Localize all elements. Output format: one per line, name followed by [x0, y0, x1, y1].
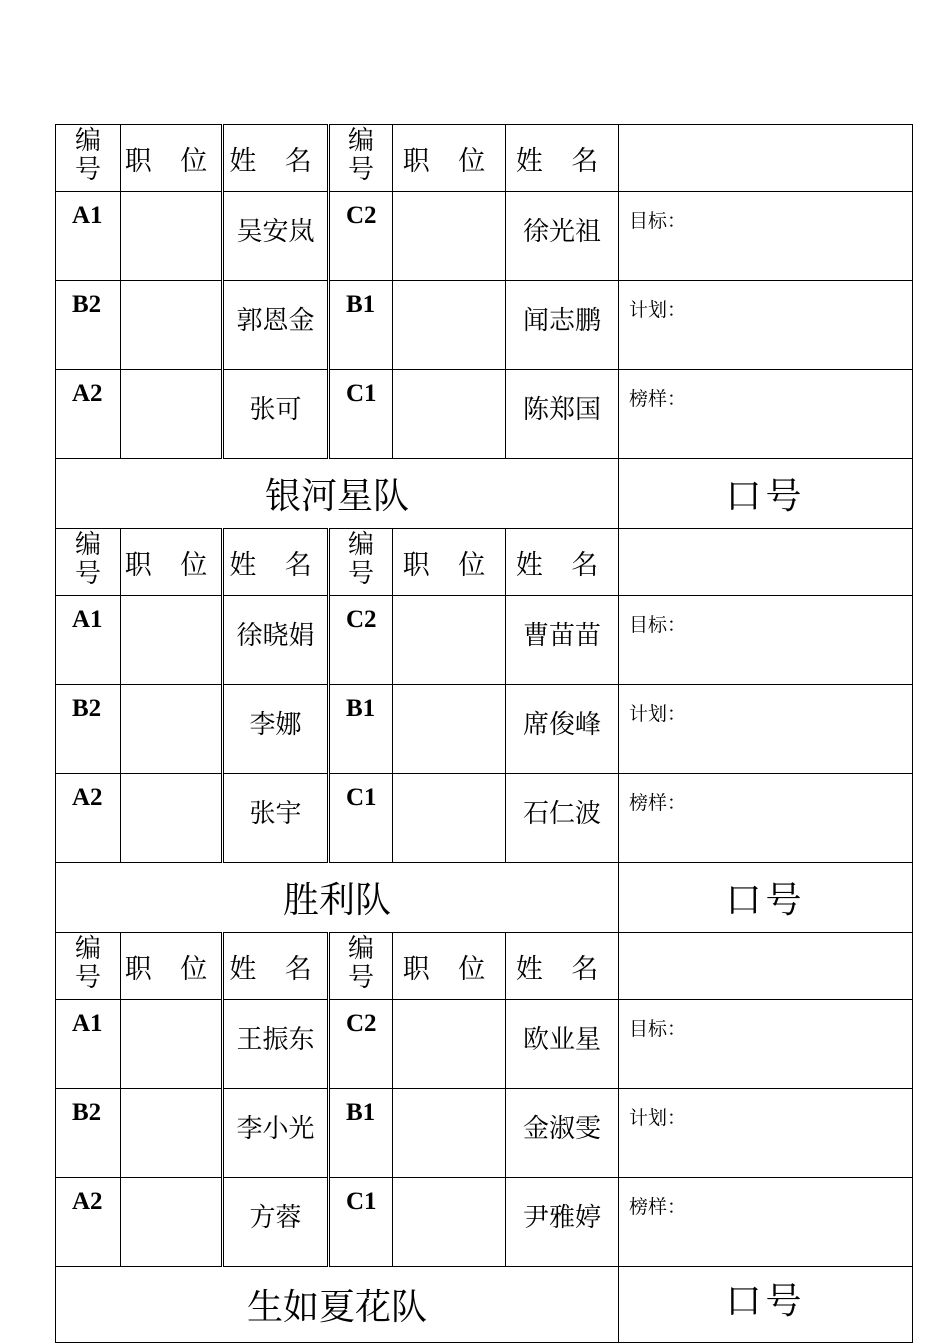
code-header: 编 号: [329, 529, 393, 596]
member-code: B2: [56, 685, 121, 774]
goal-note: 目标：: [619, 192, 913, 281]
member-name: 闻志鹏: [506, 281, 619, 370]
member-code: B2: [56, 281, 121, 370]
plan-note: 计划：: [619, 1089, 913, 1178]
notes-header: [619, 125, 913, 192]
member-row: [56, 774, 913, 863]
member-code: B1: [329, 1089, 393, 1178]
member-code: C1: [329, 370, 393, 459]
code-header: 编 号: [56, 529, 121, 596]
team-name-row: [56, 459, 913, 529]
member-row: [56, 1178, 913, 1267]
slogan-label: 口号: [619, 1267, 913, 1343]
team-roster-table: [55, 124, 913, 1343]
member-row: [56, 1000, 913, 1089]
member-row: [56, 596, 913, 685]
model-note: 榜样：: [619, 1178, 913, 1267]
team-name-row: [56, 863, 913, 933]
name-header: 姓 名: [223, 933, 329, 1000]
member-position: [121, 596, 223, 685]
member-name: 张可: [223, 370, 329, 459]
code-header: 编 号: [56, 125, 121, 192]
notes-header: [619, 529, 913, 596]
member-name: 欧业星: [506, 1000, 619, 1089]
member-row: [56, 1089, 913, 1178]
member-code: C1: [329, 1178, 393, 1267]
code-header: 编 号: [56, 933, 121, 1000]
member-position: [121, 685, 223, 774]
slogan-label: 口号: [619, 863, 913, 933]
member-position: [121, 1178, 223, 1267]
member-position: [393, 1000, 506, 1089]
name-header: 姓 名: [506, 529, 619, 596]
team-name: 银河星队: [56, 459, 619, 529]
member-position: [393, 192, 506, 281]
member-name: 徐晓娟: [223, 596, 329, 685]
member-name: 郭恩金: [223, 281, 329, 370]
member-name: 方蓉: [223, 1178, 329, 1267]
member-position: [393, 596, 506, 685]
position-header: 职 位: [393, 933, 506, 1000]
member-position: [121, 1000, 223, 1089]
model-note: 榜样：: [619, 370, 913, 459]
member-code: A2: [56, 370, 121, 459]
model-note: 榜样：: [619, 774, 913, 863]
slogan-label: 口号: [619, 459, 913, 529]
position-header: 职 位: [393, 125, 506, 192]
member-row: [56, 192, 913, 281]
member-code: C2: [329, 192, 393, 281]
member-position: [121, 774, 223, 863]
member-name: 尹雅婷: [506, 1178, 619, 1267]
team-name: 生如夏花队: [56, 1267, 619, 1343]
member-code: A2: [56, 774, 121, 863]
team-name-row: [56, 1267, 913, 1343]
member-code: C2: [329, 596, 393, 685]
member-position: [393, 281, 506, 370]
member-name: 吴安岚: [223, 192, 329, 281]
position-header: 职 位: [393, 529, 506, 596]
member-name: 曹苗苗: [506, 596, 619, 685]
position-header: 职 位: [121, 933, 223, 1000]
member-position: [393, 1089, 506, 1178]
position-header: 职 位: [121, 125, 223, 192]
member-position: [393, 370, 506, 459]
member-name: 张宇: [223, 774, 329, 863]
name-header: 姓 名: [223, 125, 329, 192]
goal-note: 目标：: [619, 596, 913, 685]
code-header: 编 号: [329, 125, 393, 192]
notes-header: [619, 933, 913, 1000]
member-code: A1: [56, 596, 121, 685]
member-code: C2: [329, 1000, 393, 1089]
member-code: B1: [329, 685, 393, 774]
header-row: [56, 529, 913, 596]
member-position: [121, 281, 223, 370]
name-header: 姓 名: [506, 933, 619, 1000]
header-row: [56, 125, 913, 192]
member-name: 席俊峰: [506, 685, 619, 774]
member-code: A1: [56, 192, 121, 281]
member-name: 王振东: [223, 1000, 329, 1089]
member-position: [121, 1089, 223, 1178]
member-code: C1: [329, 774, 393, 863]
plan-note: 计划：: [619, 281, 913, 370]
member-name: 徐光祖: [506, 192, 619, 281]
plan-note: 计划：: [619, 685, 913, 774]
member-code: B1: [329, 281, 393, 370]
member-name: 金淑雯: [506, 1089, 619, 1178]
member-code: A2: [56, 1178, 121, 1267]
member-position: [121, 192, 223, 281]
name-header: 姓 名: [223, 529, 329, 596]
member-name: 李娜: [223, 685, 329, 774]
member-name: 石仁波: [506, 774, 619, 863]
member-name: 陈郑国: [506, 370, 619, 459]
code-header: 编 号: [329, 933, 393, 1000]
member-code: B2: [56, 1089, 121, 1178]
name-header: 姓 名: [506, 125, 619, 192]
header-row: [56, 933, 913, 1000]
member-position: [393, 1178, 506, 1267]
member-position: [121, 370, 223, 459]
member-row: [56, 281, 913, 370]
goal-note: 目标：: [619, 1000, 913, 1089]
member-row: [56, 370, 913, 459]
member-position: [393, 685, 506, 774]
member-code: A1: [56, 1000, 121, 1089]
position-header: 职 位: [121, 529, 223, 596]
team-name: 胜利队: [56, 863, 619, 933]
member-position: [393, 774, 506, 863]
member-name: 李小光: [223, 1089, 329, 1178]
member-row: [56, 685, 913, 774]
